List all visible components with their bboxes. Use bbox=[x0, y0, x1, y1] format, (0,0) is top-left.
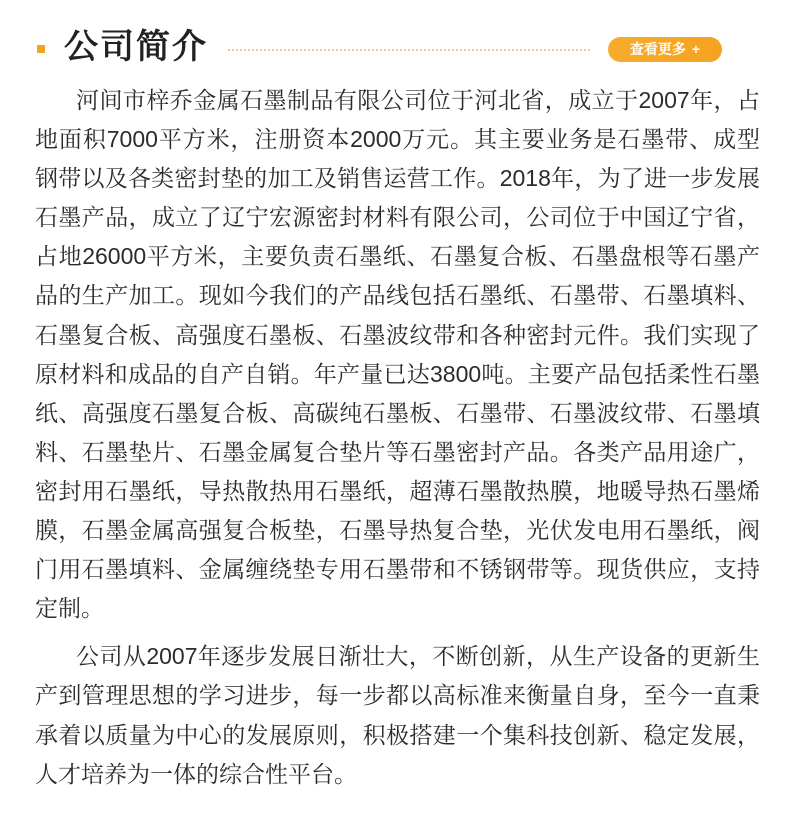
text-line: 钢带以及各类密封垫的加工及销售运营工作。2018年，为了进一步发展 bbox=[35, 165, 760, 192]
text-line: 密封用石墨纸，导热散热用石墨纸，超薄石墨散热膜，地暖导热石墨烯 bbox=[35, 477, 760, 504]
company-intro-text bbox=[35, 81, 760, 803]
text-line: 河间市梓乔金属石墨制品有限公司位于河北省，成立于2007年，占 bbox=[76, 87, 760, 113]
plus-icon: + bbox=[691, 41, 701, 57]
text-line: 纸、高强度石墨复合板、高碳纯石墨板、石墨带、石墨波纹带、石墨填 bbox=[35, 399, 760, 426]
text-line: 石墨复合板、高强度石墨板、石墨波纹带和各种密封元件。我们实现了 bbox=[35, 321, 760, 348]
text-line: 地面积7000平方米，注册资本2000万元。其主要业务是石墨带、成型 bbox=[35, 126, 760, 153]
text-line: 定制。 bbox=[35, 595, 104, 622]
title-marker bbox=[37, 45, 45, 53]
text-line: 产到管理思想的学习进步，每一步都以高标准来衡量自身，至今一直秉 bbox=[35, 682, 760, 709]
text-line: 门用石墨填料、金属缠绕垫专用石墨带和不锈钢带等。现货供应，支持 bbox=[35, 556, 760, 583]
text-line: 占地26000平方米，主要负责石墨纸、石墨复合板、石墨盘根等石墨产 bbox=[35, 243, 760, 270]
intro-paragraph bbox=[35, 637, 760, 793]
text-line: 公司从2007年逐步发展日渐壮大，不断创新，从生产设备的更新生 bbox=[76, 643, 760, 670]
intro-paragraph bbox=[35, 81, 760, 628]
section-title: 公司简介 bbox=[64, 28, 208, 66]
text-line: 原材料和成品的自产自销。年产量已达3800吨。主要产品包括柔性石墨 bbox=[35, 360, 760, 387]
view-more-label: 查看更多 bbox=[629, 41, 686, 57]
text-line: 人才培养为一体的综合性平台。 bbox=[35, 760, 357, 787]
title-divider bbox=[228, 49, 590, 51]
text-line: 承着以质量为中心的发展原则，积极搭建一个集科技创新、稳定发展， bbox=[35, 721, 760, 748]
text-line: 料、石墨垫片、石墨金属复合垫片等石墨密封产品。各类产品用途广， bbox=[35, 438, 760, 465]
text-line: 膜，石墨金属高强复合板垫，石墨导热复合垫，光伏发电用石墨纸，阀 bbox=[35, 517, 760, 544]
text-line: 石墨产品，成立了辽宁宏源密封材料有限公司，公司位于中国辽宁省， bbox=[35, 204, 760, 231]
view-more-button[interactable] bbox=[608, 37, 722, 62]
text-line: 品的生产加工。现如今我们的产品线包括石墨纸、石墨带、石墨填料、 bbox=[35, 282, 760, 309]
